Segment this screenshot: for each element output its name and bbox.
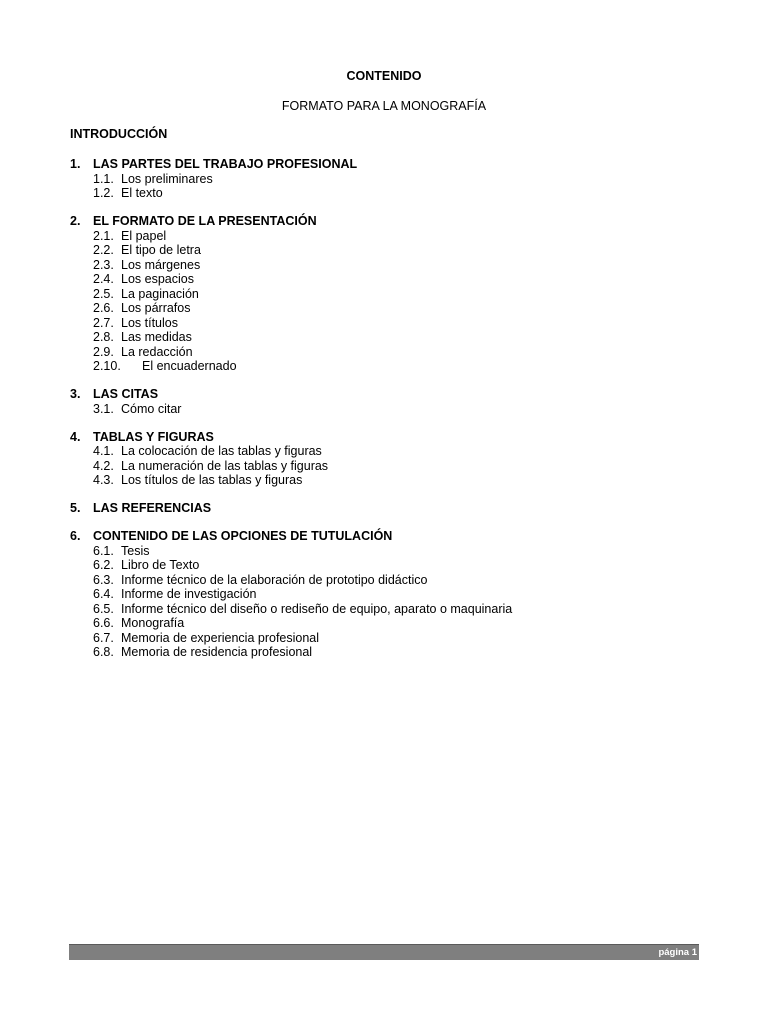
toc-entry [70, 473, 710, 488]
entry-number: 2.9. [93, 344, 114, 359]
entry-label: Tesis [121, 543, 150, 558]
entry-label: La numeración de las tablas y figuras [121, 458, 329, 473]
toc-entry [70, 544, 710, 559]
entry-number: 2.5. [93, 286, 114, 301]
entry-number: 4.2. [93, 458, 114, 473]
footer-bar [69, 944, 699, 960]
toc-section [70, 214, 710, 374]
toc-entry [70, 616, 710, 631]
page-number: página 1 [658, 947, 697, 958]
entry-number: 2.4. [93, 272, 114, 286]
toc-section [70, 430, 710, 488]
table-of-contents [70, 157, 710, 673]
toc-section [70, 387, 710, 416]
toc-entry [70, 330, 710, 345]
toc-entry [70, 316, 710, 331]
entry-number: 6.5. [93, 601, 114, 616]
toc-entry [70, 186, 710, 201]
toc-entry [70, 359, 710, 374]
entry-number: 2.7. [93, 315, 114, 330]
entry-label: Informe de investigación [121, 587, 257, 601]
toc-entry [70, 631, 710, 646]
toc-entry [70, 258, 710, 273]
entry-number: 6.3. [93, 572, 114, 587]
section-heading [70, 157, 710, 172]
toc-entry [70, 402, 710, 417]
entry-number: 6.2. [93, 558, 114, 572]
toc-section [70, 529, 710, 660]
entry-label: La paginación [121, 286, 199, 301]
section-number: 5. [70, 501, 81, 515]
toc-entry [70, 558, 710, 573]
entry-number: 4.1. [93, 444, 114, 458]
section-number: 6. [70, 529, 81, 543]
section-number: 1. [70, 157, 81, 171]
entry-number: 6.1. [93, 543, 114, 558]
entry-number: 6.6. [93, 616, 114, 630]
intro-heading: INTRODUCCIÓN [70, 127, 168, 141]
entry-number: 2.8. [93, 330, 114, 344]
toc-entry [70, 287, 710, 302]
entry-number: 6.8. [93, 645, 114, 659]
entry-number: 6.4. [93, 587, 114, 601]
entry-number: 1.1. [93, 171, 114, 186]
section-title: EL FORMATO DE LA PRESENTACIÓN [93, 214, 317, 228]
section-heading [70, 387, 710, 402]
entry-label: Las medidas [121, 330, 192, 344]
section-number: 2. [70, 214, 81, 228]
entry-label: Memoria de residencia profesional [121, 645, 313, 659]
toc-entry [70, 345, 710, 360]
entry-label: La redacción [121, 344, 193, 359]
entry-number: 2.2. [93, 243, 114, 257]
toc-entry [70, 243, 710, 258]
entry-label: El encuadernado [142, 359, 237, 373]
entry-label: Memoria de experiencia profesional [121, 630, 320, 645]
entry-label: Informe técnico del diseño o rediseño de equipo, aparato o maquinaria [121, 601, 513, 616]
entry-label: Los párrafos [121, 301, 191, 315]
entry-label: El texto [121, 186, 163, 200]
section-title: TABLAS Y FIGURAS [93, 429, 214, 444]
entry-label: Los preliminares [121, 171, 213, 186]
entry-label: Informe técnico de la elaboración de prototipo didáctico [121, 572, 428, 587]
entry-label: El tipo de letra [121, 243, 201, 257]
entry-label: Los títulos de las tablas y figuras [121, 473, 303, 487]
section-heading [70, 214, 710, 229]
entry-label: Los márgenes [121, 257, 201, 272]
toc-section [70, 501, 710, 516]
section-heading [70, 430, 710, 445]
entry-number: 2.1. [93, 228, 114, 243]
entry-label: Cómo citar [121, 401, 182, 416]
entry-number: 4.3. [93, 473, 114, 487]
section-heading [70, 529, 710, 544]
toc-entry [70, 587, 710, 602]
section-title: LAS REFERENCIAS [93, 501, 212, 515]
toc-entry [70, 172, 710, 187]
toc-entry [70, 301, 710, 316]
entry-label: El papel [121, 228, 167, 243]
entry-number: 6.7. [93, 630, 114, 645]
document-title: CONTENIDO [346, 69, 422, 83]
entry-number: 1.2. [93, 186, 114, 200]
toc-entry [70, 459, 710, 474]
entry-number: 3.1. [93, 401, 114, 416]
entry-label: La colocación de las tablas y figuras [121, 444, 322, 458]
section-number: 4. [70, 429, 81, 444]
toc-entry [70, 272, 710, 287]
toc-entry [70, 602, 710, 617]
section-number: 3. [70, 387, 81, 401]
document-subtitle: FORMATO PARA LA MONOGRAFÍA [281, 99, 487, 113]
section-heading [70, 501, 710, 516]
entry-label: Monografía [121, 616, 185, 630]
toc-section [70, 157, 710, 201]
entry-label: Libro de Texto [121, 558, 200, 572]
entry-label: Los títulos [121, 315, 178, 330]
section-title: LAS CITAS [93, 387, 159, 401]
toc-entry [70, 573, 710, 588]
toc-entry [70, 645, 710, 660]
section-title: LAS PARTES DEL TRABAJO PROFESIONAL [93, 157, 358, 171]
entry-number: 2.3. [93, 257, 114, 272]
entry-label: Los espacios [121, 272, 194, 286]
toc-entry [70, 229, 710, 244]
entry-number: 2.10. [93, 359, 121, 373]
section-title: CONTENIDO DE LAS OPCIONES DE TUTULACIÓN [93, 529, 393, 543]
entry-number: 2.6. [93, 301, 114, 315]
toc-entry [70, 444, 710, 459]
